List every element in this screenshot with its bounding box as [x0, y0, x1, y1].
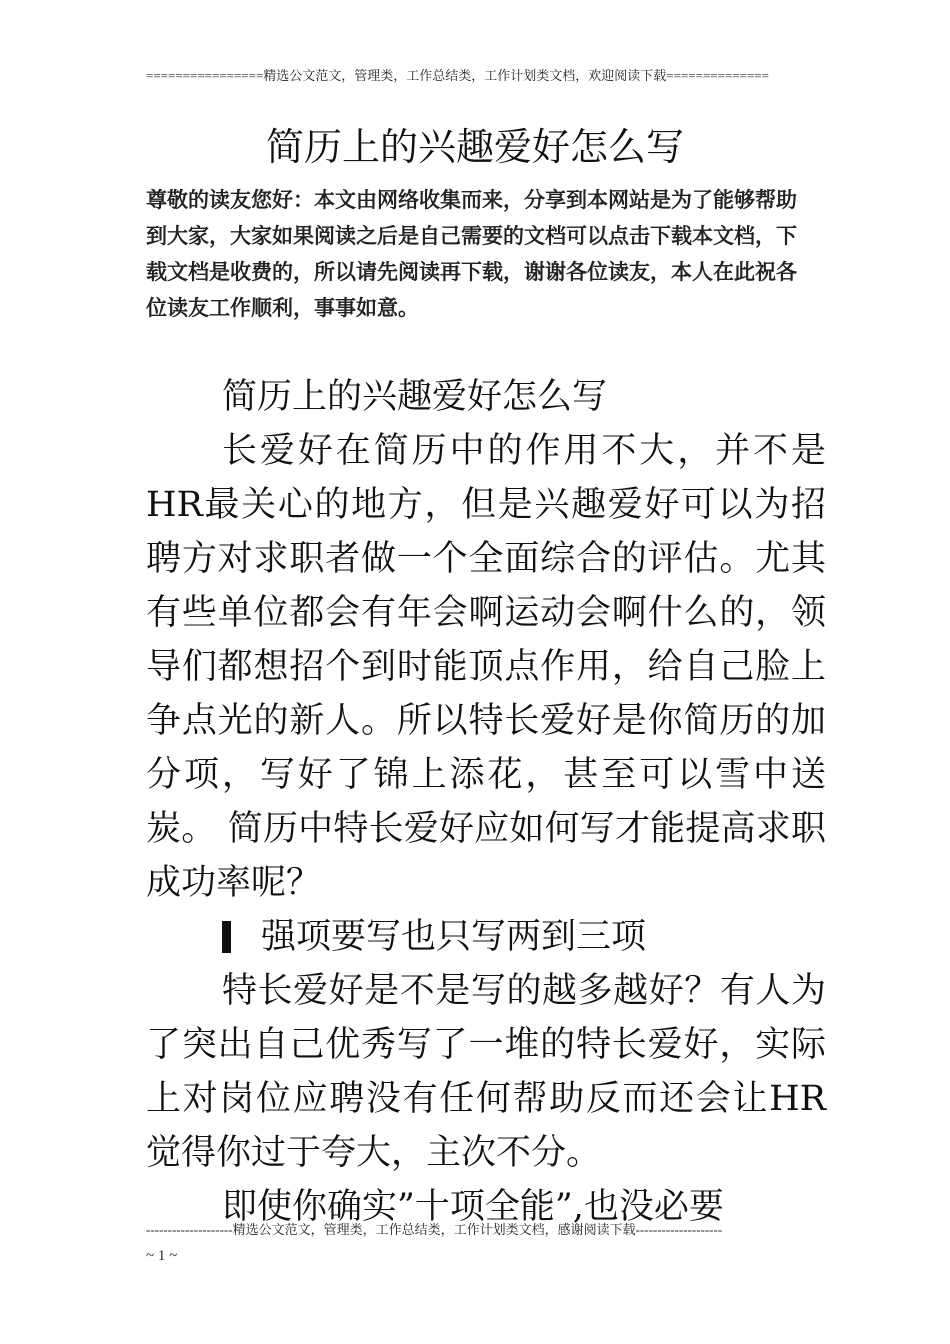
bullet-bar-icon: [222, 921, 231, 953]
page-header: ================精选公文范文，管理类，工作总结类，工作计划类文档，欢迎阅读下载==============: [146, 68, 769, 83]
section-heading-text: 强项要写也只写两到三项: [261, 917, 647, 957]
page-number: ~ 1 ~: [146, 1248, 178, 1264]
page-footer: --------------------精选公文范文，管理类，工作总结类，工作计划类文档，感谢阅读下载--------------------: [146, 1222, 723, 1237]
document-body: [146, 370, 826, 1234]
body-paragraph: 长爱好在简历中的作用不大，并不是HR最关心的地方，但是兴趣爱好可以为招聘方对求职者做一个全面综合的评估。尤其有些单位都会有年会啊运动会啊什么的，领导们都想招个到时能顶点作用，给自己脸上争点光的新人。所以特长爱好是你简历的加分项，写好了锦上添花，甚至可以雪中送炭。 简历中特长爱好应如何写才能提高求职成功率呢？: [146, 431, 826, 903]
body-subtitle: 简历上的兴趣爱好怎么写: [222, 377, 608, 417]
section-heading: [146, 910, 826, 964]
body-paragraph: 即使你确实”十项全能”,也没必要: [222, 1187, 724, 1227]
body-paragraph: 特长爱好是不是写的越多越好？有人为了突出自己优秀写了一堆的特长爱好，实际上对岗位应聘没有任何帮助反而还会让HR觉得你过于夸大，主次不分。: [146, 971, 826, 1173]
document-title: 简历上的兴趣爱好怎么写: [265, 125, 684, 169]
reader-notice: 尊敬的读友您好：本文由网络收集而来，分享到本网站是为了能够帮助到大家，大家如果阅读之后是自己需要的文档可以点击下载本文档，下载文档是收费的，所以请先阅读再下载，谢谢各位读友，本人在此祝各位读友工作顺利，事事如意。: [146, 188, 797, 320]
